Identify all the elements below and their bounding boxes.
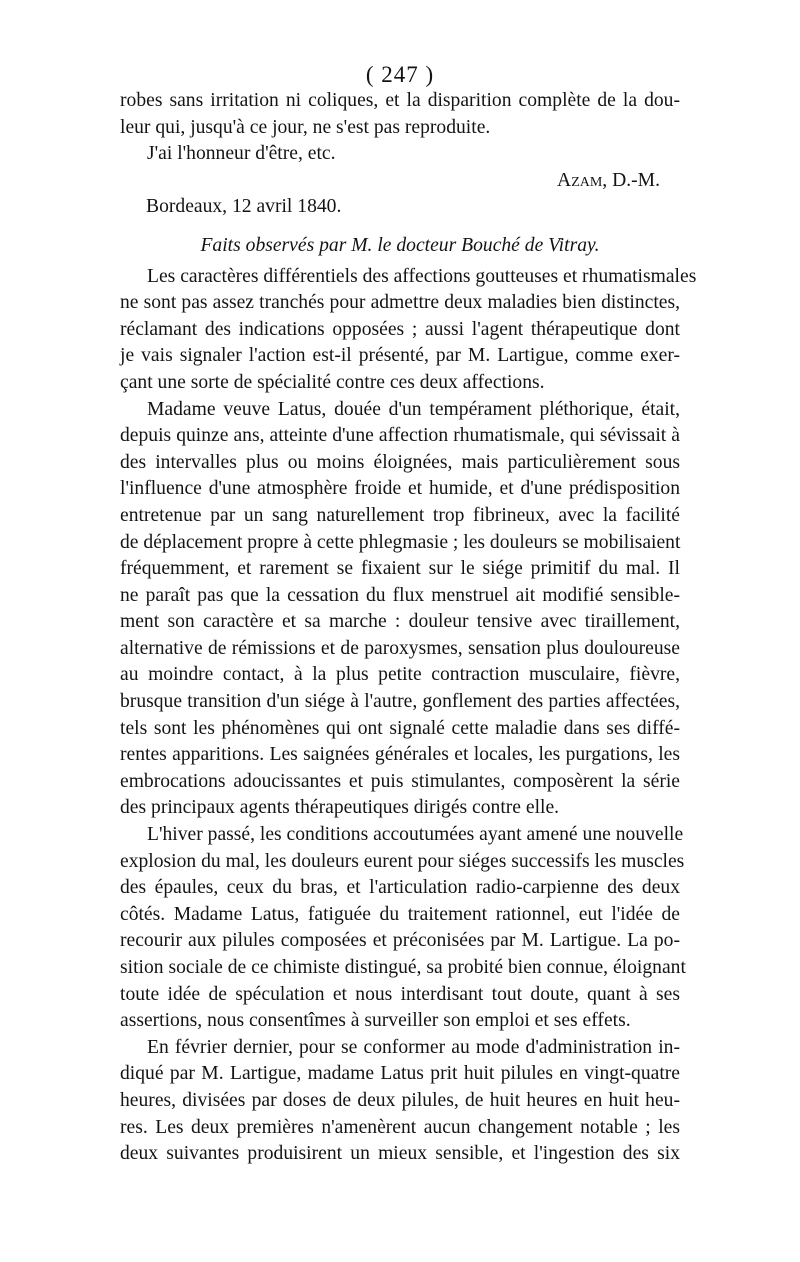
text-line: réclamant des indications opposées ; aussi l'agent thérapeutique dont bbox=[120, 318, 680, 340]
text-line: tels sont les phénomènes qui ont signalé cette maladie dans ses diffé- bbox=[120, 717, 680, 739]
section-title: Faits observés par M. le docteur Bouché de Vitray. bbox=[200, 234, 600, 256]
text-line: L'hiver passé, les conditions accoutumées ayant amené une nouvelle bbox=[147, 824, 684, 846]
text-line: au moindre contact, à la plus petite contraction musculaire, fièvre, bbox=[120, 664, 680, 686]
text-line: alternative de rémissions et de paroxysmes, sensation plus douloureuse bbox=[120, 637, 680, 659]
text-line: depuis quinze ans, atteinte d'une affection rhumatismale, qui sévissait à bbox=[120, 425, 680, 447]
text-line: des épaules, ceux du bras, et l'articulation radio-carpienne des deux bbox=[120, 877, 680, 899]
text-line: Les caractères différentiels des affections goutteuses et rhumatismales bbox=[147, 265, 697, 287]
paragraph bbox=[120, 822, 686, 1035]
text-line: fréquemment, et rarement se fixaient sur le siége primitif du mal. Il bbox=[120, 558, 680, 580]
text-line: entretenue par un sang naturellement trop fibrineux, avec la facilité bbox=[120, 504, 680, 526]
text-line: sition sociale de ce chimiste distingué, sa probité bien connue, éloignant bbox=[120, 957, 686, 978]
text-line: ment son caractère et sa marche : douleur tensive avec tiraillement, bbox=[120, 611, 680, 633]
signature: Azam, D.-M. bbox=[557, 169, 660, 191]
text-line: brusque transition d'un siége à l'autre, gonflement des parties affectées, bbox=[120, 691, 680, 713]
text-line: robes sans irritation ni coliques, et la disparition complète de la dou- bbox=[120, 90, 680, 111]
text-line: de déplacement propre à cette phlegmasie ; les douleurs se mobilisaient bbox=[120, 531, 681, 553]
page-text bbox=[120, 88, 697, 1168]
text-line: Madame veuve Latus, douée d'un tempérament pléthorique, était, bbox=[147, 398, 680, 420]
text-line: assertions, nous consentîmes à surveiller son emploi et ses effets. bbox=[120, 1010, 631, 1032]
text-line: res. Les deux premières n'amenèrent aucun changement notable ; les bbox=[120, 1116, 680, 1138]
text-line: l'influence d'une atmosphère froide et humide, et d'une prédisposition bbox=[120, 478, 680, 500]
text-line: je vais signaler l'action est-il présenté, par M. Lartigue, comme exer- bbox=[120, 345, 680, 367]
text-line: des intervalles plus ou moins éloignées, mais particulièrement sous bbox=[120, 451, 680, 473]
paragraph bbox=[120, 397, 680, 823]
text-line: çant une sorte de spécialité contre ces deux affections. bbox=[120, 371, 545, 393]
closing-formula: J'ai l'honneur d'être, etc. bbox=[147, 143, 336, 165]
text-line: En février dernier, pour se conformer au mode d'administration in- bbox=[147, 1036, 680, 1058]
paragraph bbox=[120, 1035, 680, 1168]
text-line: embrocations adoucissantes et puis stimulantes, composèrent la série bbox=[120, 770, 680, 792]
text-line: heures, divisées par doses de deux pilules, de huit heures en huit heu- bbox=[120, 1089, 680, 1111]
page-number: ( 247 ) bbox=[365, 62, 435, 87]
text-line: côtés. Madame Latus, fatiguée du traitement rationnel, eut l'idée de bbox=[120, 903, 680, 925]
text-line: deux suivantes produisirent un mieux sensible, et l'ingestion des six bbox=[120, 1143, 680, 1165]
text-line: ne sont pas assez tranchés pour admettre deux maladies bien distinctes, bbox=[120, 292, 680, 314]
letter-end bbox=[120, 88, 680, 221]
text-line: leur qui, jusqu'à ce jour, ne s'est pas reproduite. bbox=[120, 116, 491, 138]
text-line: explosion du mal, les douleurs eurent pour siéges successifs les muscles bbox=[120, 850, 685, 872]
paragraph bbox=[120, 264, 697, 397]
place-date: Bordeaux, 12 avril 1840. bbox=[146, 196, 342, 218]
text-line: ne paraît pas que la cessation du flux menstruel ait modifié sensible- bbox=[120, 584, 680, 606]
text-line: toute idée de spéculation et nous interdisant tout doute, quant à ses bbox=[120, 983, 680, 1005]
text-line: des principaux agents thérapeutiques dirigés contre elle. bbox=[120, 797, 560, 819]
text-line: recourir aux pilules composées et préconisées par M. Lartigue. La po- bbox=[120, 930, 680, 952]
text-line: rentes apparitions. Les saignées générales et locales, les purgations, les bbox=[120, 744, 680, 766]
text-line: diqué par M. Lartigue, madame Latus prit huit pilules en vingt-quatre bbox=[120, 1063, 680, 1085]
